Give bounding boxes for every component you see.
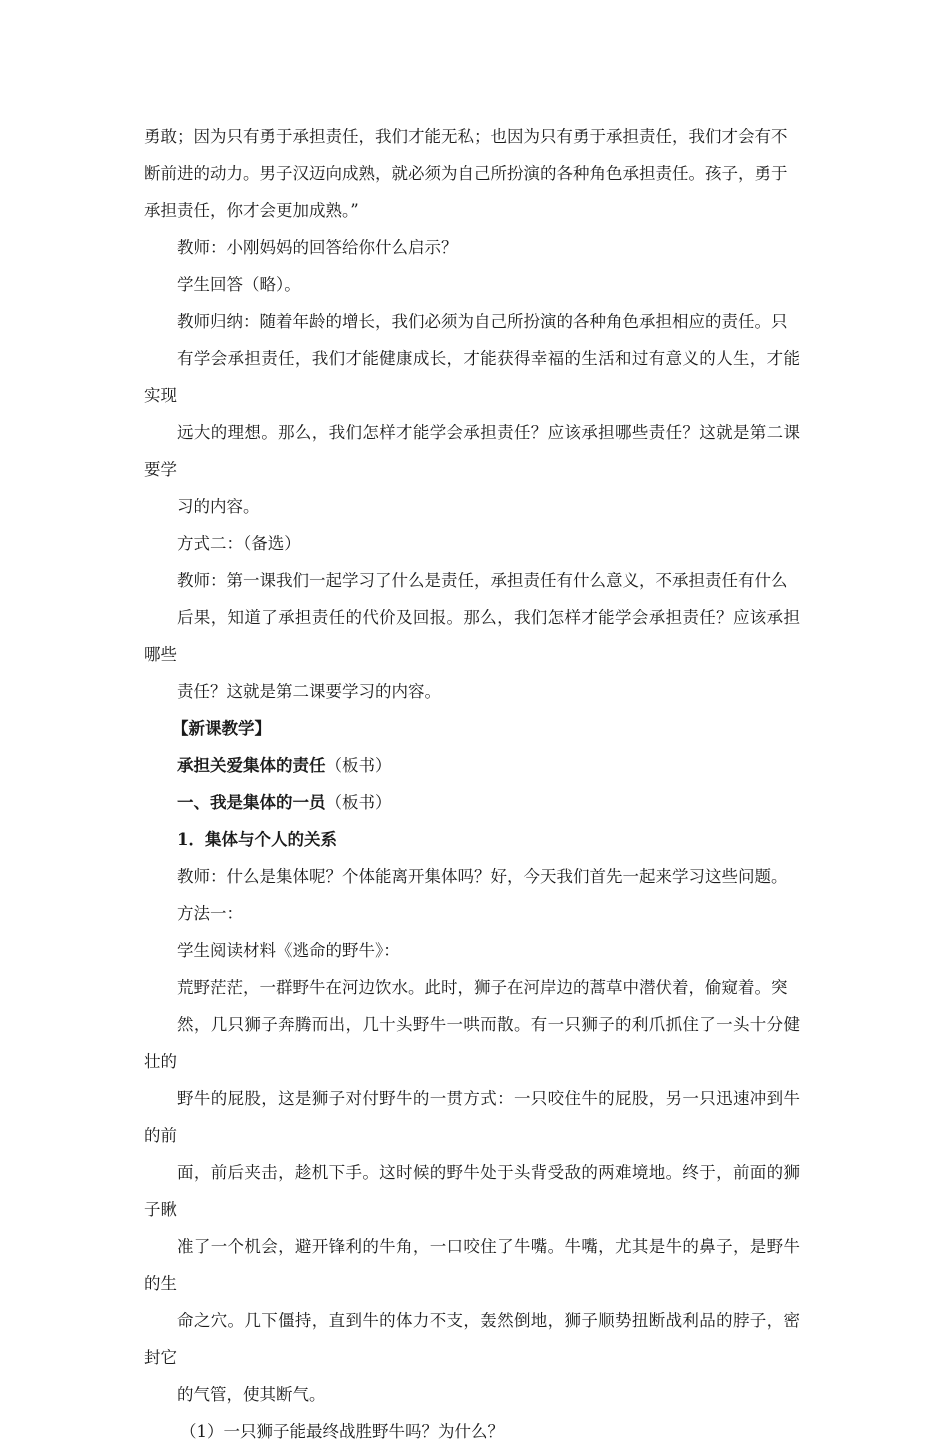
teacher-intro: [144, 562, 800, 710]
text-line: 后果，知道了承担责任的代价及回报。那么，我们怎样才能学会承担责任？应该承担哪些: [144, 608, 800, 664]
subsection-heading-relationship: 1．集体与个人的关系: [177, 830, 337, 849]
text-line: 勇敢；因为只有勇于承担责任，我们才能无私；也因为只有勇于承担责任，我们才会有不: [144, 127, 788, 146]
text-line: 荒野茫茫，一群野牛在河边饮水。此时，狮子在河岸边的蒿草中潜伏着，偷窥着。突: [177, 978, 788, 997]
text-line: 教师：第一课我们一起学习了什么是责任，承担责任有什么意义，不承担责任有什么: [177, 571, 788, 590]
document-body: [144, 118, 800, 1450]
text-line: 面，前后夹击，趁机下手。这时候的野牛处于头背受敌的两难境地。终于，前面的狮子瞅: [144, 1163, 800, 1219]
heading-bold-text: 承担关爱集体的责任: [177, 756, 326, 775]
method-two-label: 方式二：（备选）: [177, 534, 301, 553]
text-line: 习的内容。: [177, 497, 260, 516]
text-line: 断前进的动力。男子汉迈向成熟，就必须为自己所扮演的各种角色承担责任。孩子，勇于: [144, 164, 788, 183]
method-one-label: 方法一：: [177, 904, 243, 923]
text-line: 然，几只狮子奔腾而出，几十头野牛一哄而散。有一只狮子的利爪抓住了一头十分健壮的: [144, 1015, 800, 1071]
text-line: 命之穴。几下僵持，直到牛的体力不支，轰然倒地，狮子顺势扭断战利品的脖子，密封它: [144, 1311, 800, 1367]
section-heading-collective: [144, 747, 800, 784]
text-line: 远大的理想。那么，我们怎样才能学会承担责任？应该承担哪些责任？这就是第二课要学: [144, 423, 800, 479]
text-line: 教师归纳：随着年龄的增长，我们必须为自己所扮演的各种角色承担相应的责任。只: [177, 312, 788, 331]
discussion-question: （1）一只狮子能最终战胜野牛吗？为什么？: [180, 1422, 504, 1441]
reading-material-title: 学生阅读材料《逃命的野牛》：: [177, 941, 400, 960]
text-line: 责任？这就是第二课要学习的内容。: [177, 682, 441, 701]
paragraph-continued: [144, 118, 800, 229]
teacher-question: 教师：小刚妈妈的回答给你什么启示？: [177, 238, 458, 257]
section-heading-new-lesson: 【新课教学】: [172, 719, 271, 738]
teacher-question: 教师：什么是集体呢？个体能离开集体吗？好，今天我们首先一起来学习这些问题。: [177, 867, 788, 886]
text-line: 有学会承担责任，我们才能健康成长，才能获得幸福的生活和过有意义的人生，才能实现: [144, 349, 800, 405]
text-line: 准了一个机会，避开锋利的牛角，一口咬住了牛嘴。牛嘴，尤其是牛的鼻子，是野牛的生: [144, 1237, 800, 1293]
heading-bold-text: 一、我是集体的一员: [177, 793, 326, 812]
heading-note: （板书）: [325, 756, 392, 775]
text-line: 承担责任，你才会更加成熟。”: [144, 201, 359, 220]
text-line: 的气管，使其断气。: [177, 1385, 326, 1404]
section-heading-member: [144, 784, 800, 821]
student-answer: 学生回答（略）。: [177, 275, 301, 294]
reading-material-body: [144, 969, 800, 1413]
teacher-summary: [144, 303, 800, 525]
text-line: 野牛的屁股，这是狮子对付野牛的一贯方式：一只咬住牛的屁股，另一只迅速冲到牛的前: [144, 1089, 800, 1145]
heading-note: （板书）: [325, 793, 392, 812]
